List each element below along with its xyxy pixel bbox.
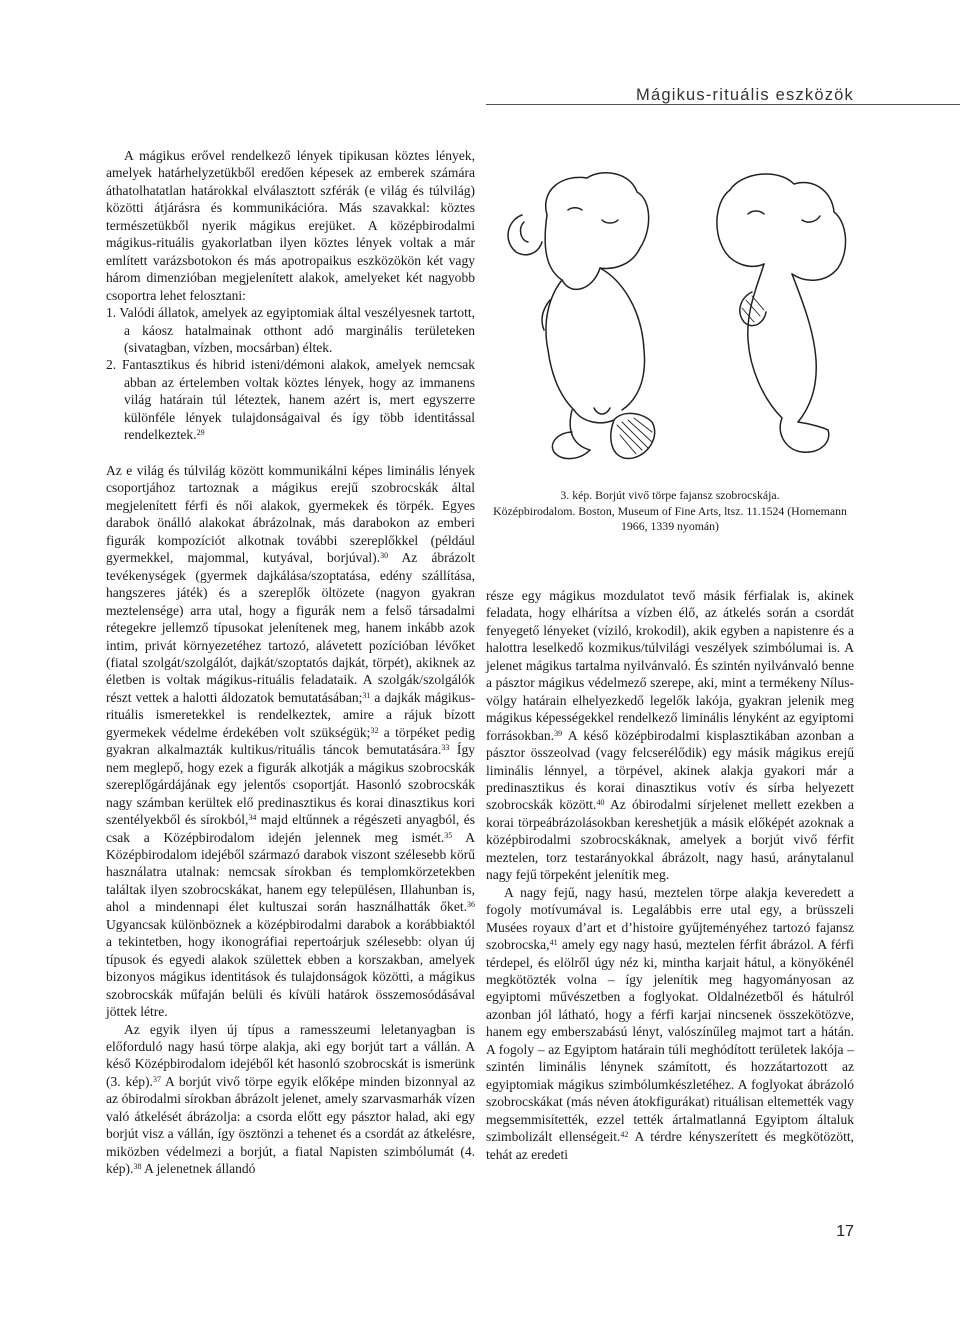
text-run: A nagy fejű, nagy hasú, meztelen törpe alakja keveredett a fogoly motívumával is. Legalábbis erre utal egy, a brüsszeli Musées royaux d’art et d’histoire gyűjteményéhez tartozó fajansz szobrocska,	[486, 884, 854, 953]
text-run: amely egy nagy hasú, meztelen férfit ábrázol. A férfi térdepel, és elölről úgy néz ki, mintha karjait hátul, a könyökénél megkötözték volna – így jelenítik meg hagyományosan az egyiptomi művészetben a foglyokat. Oldalnézetből és hátulról azonban jól látható, hogy a férfi karjai nincsenek összekötözve, hanem egy emberszabású lényt, valószínűleg majmot tart a hátán. A fogoly – az Egyiptom határain túli meghódított területek lakója – szintén liminális lénynek számított, és hozzátartozott az egyiptomiak mágikus szimbólumkészletéhez. A foglyokat ábrázoló szobrocskákat (más néven átokfigurákat) rituálisan eltemették vagy megsemmisítették, ezzel tették ártalmatlanná Egyiptom általuk szimbolizált ellenségeit.	[486, 937, 854, 1145]
list-item-2	[106, 356, 475, 443]
body-paragraph-4	[486, 884, 854, 1163]
text-run: része egy mágikus mozdulatot tevő másik férfialak is, akinek feladata, hogy elhárítsa a vízben élő, az átkelés során a csordát fenyegető lényeket (víziló, krokodil), akik egyben a napistenre és a halottra leselkedő kozmikus/túlvilági veszélyek szimbólumai is. A jelenet mágikus tartalma nyilvánvaló. És szintén nyilvánvaló benne a pásztor mágikus védelmező szerepe, aki, mint a termékeny Nílus-völgy határain elhelyezkedő legelők lakója, gyakran jelenik meg mágikus képességekkel rendelkező liminális lényként az egyiptomi forrásokban.	[486, 588, 854, 743]
text-run: A térdre kényszerített és megkötözött, tehát az eredeti	[486, 1129, 854, 1162]
text-run: Ugyancsak különböznek a középbirodalmi darabok a korábbiaktól a tekintetben, hogy ikonográfiai repertoárjuk szélesebb: olyan új típusok és egyedi alakok születtek ebben a korszakban, amelyek bizonyos mágikus identitások és tulajdonságok közötti, a mágikus szobrocskák műfaján belüli és kívüli határok összemosódásával jöttek létre.	[106, 916, 475, 1020]
body-paragraph-2	[106, 1021, 475, 1178]
body-paragraph-1	[106, 462, 475, 1021]
text-run: A késő középbirodalmi kisplasztikában azonban a pásztor összeolvad (vagy felcserélődik) egy másik mágikus erejű liminális lénnyel, a törpével, akinek alakja gyakori már a predinasztikus és korai dinasztikus votív és sírba helyezett szobrocskák között.	[486, 727, 854, 813]
footnote-ref-36: 36	[467, 900, 475, 910]
calf-bearing-dwarf-drawing-icon	[502, 160, 862, 470]
caption-line-2: Középbirodalom. Boston, Museum of Fine Arts, ltsz. 11.1524 (Hornemann 1966, 1339 nyomán)	[493, 503, 847, 533]
text-run: A Középbirodalom idejéből származó darabok viszont szélesebb körű használatra utalnak: nemcsak sírokban és templomkörzetekben találtak ilyen szobrocskákat, hanem egy településen, Illahunban is, ahol a mindennapi élet kultuszai során használhatták őket.	[106, 829, 475, 915]
caption-line-1: 3. kép. Borjút vivő törpe fajansz szobrocskája.	[560, 488, 780, 502]
footnote-ref-31: 31	[362, 690, 371, 700]
page-number: 17	[836, 1223, 854, 1240]
footnote-ref-32: 32	[370, 725, 379, 735]
text-run: majd eltűnnek a régészeti anyagból, és csak a Középbirodalom idején jelennek meg ismét.	[106, 812, 475, 845]
footnote-ref-35: 35	[444, 830, 453, 840]
footnote-ref-29: 29	[196, 428, 205, 438]
intro-block	[106, 147, 475, 444]
list-item-2-text: 2. Fantasztikus és hibrid isteni/démoni alakok, amelyek nemcsak abban az értelemben voltak köztes lények, hogy az immanens világ határain túl léteztek, hanem azért is, mert egyszerre különféle lények tulajdonságaival és így több identitással rendelkeztek.	[106, 357, 475, 443]
left-main-text	[106, 462, 475, 1178]
text-run: Így nem meglepő, hogy ezek a figurák alkotják a mágikus szobrocskák szereplőgárdájának egy jelentős csoportját. Hasonló szobrocskák nagy számban kerültek elő predinasztikus és korai dinasztikus kori szentélyekből és sírokból,	[106, 742, 475, 828]
text-run: Az óbirodalmi sírjelenet mellett ezekben a korai törpeábrázolásokban kereshetjük a másik előképét azoknak a középbirodalmi szobrocskáknak, amelyek a borjút vivő férfit meztelen, torz testarányokkal ábrázolt, nagy hasú, aránytalanul nagy fejű törpeként jelenítik meg.	[486, 797, 854, 883]
text-run: Az egyik ilyen új típus a ramesszeumi leletanyagban is előforduló nagy hasú törpe alakja, aki egy borjút tart a vállán. A késő Középbirodalom idejéből két hasonló szobrocskát is ismerünk (3. kép).	[106, 1021, 475, 1089]
footnote-ref-39: 39	[554, 728, 563, 738]
footnote-ref-30: 30	[380, 551, 389, 561]
intro-paragraph: A mágikus erővel rendelkező lények tipikusan köztes lények, amelyek határhelyzetükből eredően képesek az emberek számára áthatolhatatlan határokkal elválasztott szférák (e világ és túlvilág) közötti átjárásra és kommunikációra. Más szavakkal: köztes természetükből nyerik mágikus erejüket. A középbirodalmi mágikus-rituális gyakorlatban ilyen köztes lények voltak a már említett varázsbotokon és más apotropaikus eszközökön két vagy három dimenzióban megjelenített alakok, amelyeket két nagyobb csoportra lehet felosztani:	[106, 148, 475, 303]
list-item-1: 1. Valódi állatok, amelyek az egyiptomiak által veszélyesnek tartott, a káosz hatalmainak otthont adó marginális területeken (sivatagban, vízben, mocsárban) éltek.	[106, 305, 475, 355]
footnote-ref-33: 33	[441, 743, 450, 753]
text-run: a törpéket pedig gyakran alkalmazták kultikus/rituális táncok bemutatására.	[106, 724, 476, 758]
right-main-text	[486, 587, 854, 1163]
footnote-ref-34: 34	[248, 813, 257, 823]
figure-3-drawing	[502, 160, 862, 470]
footnote-ref-41: 41	[549, 938, 558, 948]
running-title: Mágikus-rituális eszközök	[636, 86, 854, 104]
text-run: a dajkák mágikus-rituális ismeretekkel is rendelkeztek, amire a rájuk bízott gyermekek védelme érdekében volt szükségük;	[106, 689, 476, 740]
footnote-ref-40: 40	[596, 798, 605, 808]
body-paragraph-3	[486, 587, 854, 884]
text-run: A borjút vivő törpe egyik előképe minden bizonnyal az az óbirodalmi sírokban ábrázolt jelenet, amely szarvasmarhák vízen való átkelését ábrázolja: a csorda előtt egy pásztor halad, aki egy borjút visz a vállán, így ösztönzi a tehenet és a csordát az átkelésre, miközben védelmezi a borjút, a fiatal Napisten szimbólumát (4. kép).	[106, 1073, 475, 1177]
text-run: Az e világ és túlvilág között kommunikálni képes liminális lények csoportjához tartoznak a mágikus erejű szobrocskák által megjelenített férfi és női alakok, gyermekek és törpék. Egyes darabok önálló alakokat ábrázolnak, más darabokon az emberi figurák kompozíciót alkotnak további szereplőkkel (például gyermekkel, majommal, kutyával, borjúval).	[106, 463, 475, 566]
text-run: A jelenetnek állandó	[141, 1161, 256, 1177]
footnote-ref-38: 38	[133, 1162, 142, 1172]
text-run: Az ábrázolt tevékenységek (gyermek dajkálása/szoptatása, edény szállítása, hangszeres játék) és a szereplők öltözete (nagyon gyakran meztelensége) arra utal, hogy a figurák nem a felső társadalmi rétegekre jellemző típusokat jelenítenek meg, hanem inkább azok intim, privát környezetéhez tartozó, alávetett pozícióban lévőket (fiatal szolgát/szolgálót, dajkát/szoptatós dajkát, törpét), akiknek az életben is voltak mágikus-rituális feladataik. A szolgák/szolgálók részt vettek a halotti áldozatok bemutatásában;	[106, 550, 475, 705]
footnote-ref-37: 37	[152, 1074, 161, 1084]
figure-caption	[486, 488, 854, 535]
footnote-ref-42: 42	[620, 1130, 629, 1140]
